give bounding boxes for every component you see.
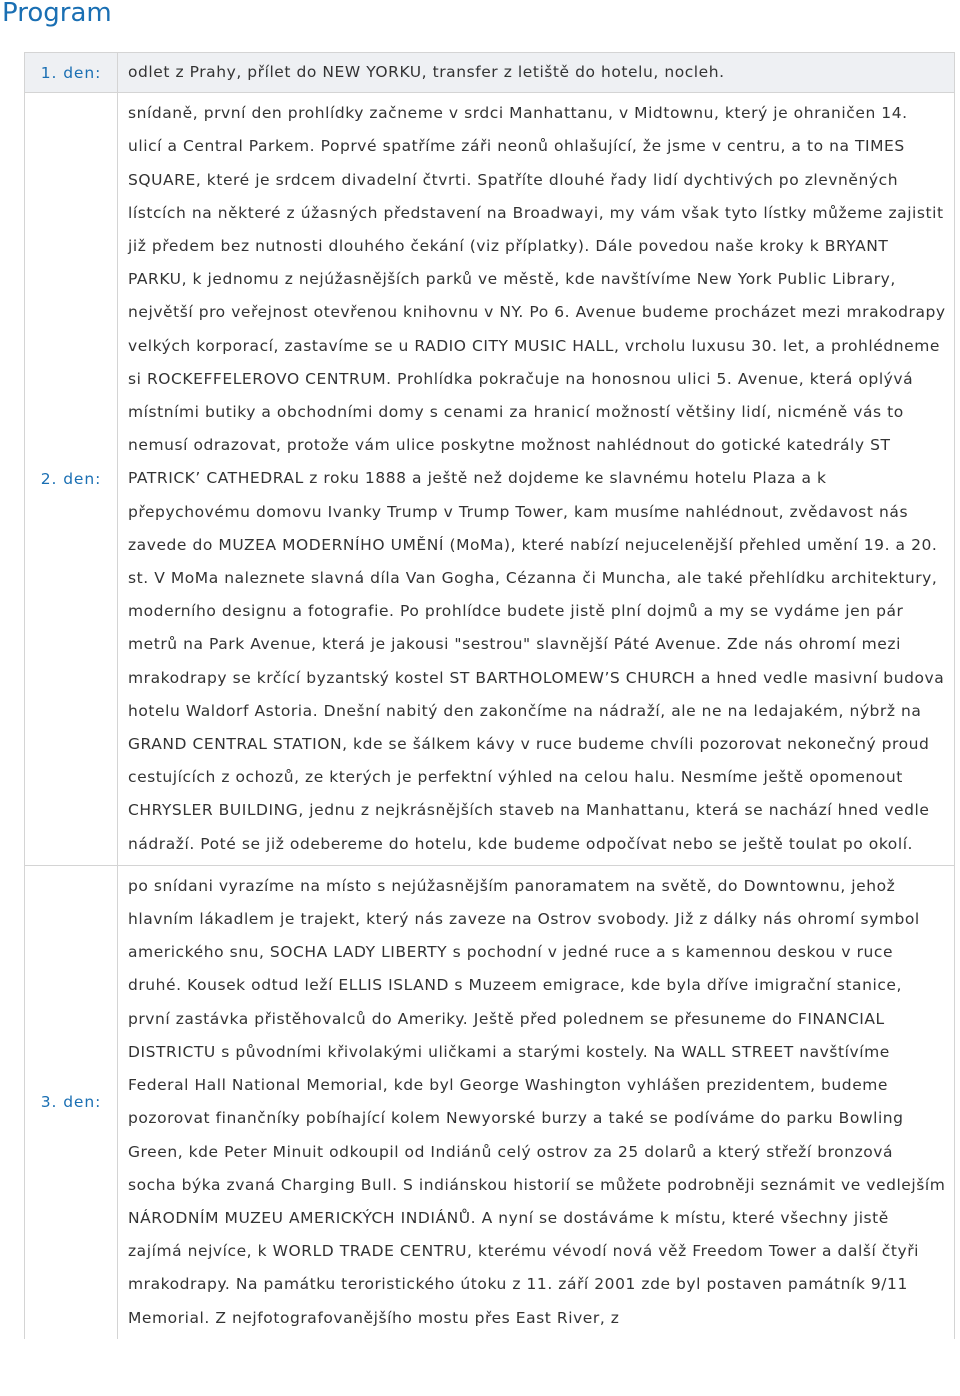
day-description: odlet z Prahy, přílet do NEW YORKU, transfer z letiště do hotelu, nocleh. <box>118 53 955 93</box>
program-table <box>24 52 955 1339</box>
day-description: po snídani vyrazíme na místo s nejúžasnějším panoramatem na světě, do Downtownu, jehož hlavním lákadlem je trajekt, který nás zaveze na Ostrov svobody. Již z dálky nás ohromí symbol amerického snu, SOCHA LADY LIBERTY s pochodní v jedné ruce a s kamennou deskou v ruce druhé. Kousek odtud leží ELLIS ISLAND s Muzeem emigrace, kde byla dříve imigrační stanice, první zastávka přistěhovalců do Ameriky. Ještě před polednem se přesuneme do FINANCIAL DISTRICTU s původními křivolakými uličkami a starými kostely. Na WALL STREET navštívíme Federal Hall National Memorial, kde byl George Washington vyhlášen prezidentem, budeme pozorovat finančníky pobíhající kolem Newyorské burzy a také se podíváme do parku Bowling Green, kde Peter Minuit odkoupil od Indiánů celý ostrov za 25 dolarů a který střeží bronzová socha býka zvaná Charging Bull. S indiánskou historií se můžete podrobněji seznámit ve vedlejším NÁRODNÍM MUZEU AMERICKÝCH INDIÁNŮ. A nyní se dostáváme k místu, které všechny jistě zajímá nejvíce, k WORLD TRADE CENTRU, kterému vévodí nová věž Freedom Tower a další čtyři mrakodrapy. Na památku teroristického útoku z 11. září 2001 zde byl postaven památník 9/11 Memorial. Z nejfotografovanějšího mostu přes East River, z <box>118 865 955 1338</box>
day-label: 1. den: <box>25 53 118 93</box>
table-row <box>25 53 955 93</box>
table-row <box>25 865 955 1338</box>
table-row <box>25 93 955 866</box>
page-title: Program <box>2 0 112 28</box>
day-label: 2. den: <box>25 93 118 866</box>
day-label: 3. den: <box>25 865 118 1338</box>
day-description: snídaně, první den prohlídky začneme v srdci Manhattanu, v Midtownu, který je ohraničen 14. ulicí a Central Parkem. Poprvé spatříme záři neonů ohlašující, že jsme v centru, a to na TIMES SQUARE, které je srdcem divadelní čtvrti. Spatříte dlouhé řady lidí dychtivých po zlevněných lístcích na některé z úžasných představení na Broadwayi, my vám však tyto lístky můžeme zajistit již předem bez nutnosti dlouhého čekání (viz příplatky). Dále povedou naše kroky k BRYANT PARKU, k jednomu z nejúžasnějších parků ve městě, kde navštívíme New York Public Library, největší pro veřejnost otevřenou knihovnu v NY. Po 6. Avenue budeme procházet mezi mrakodrapy velkých korporací, zastavíme se u RADIO CITY MUSIC HALL, vrcholu luxusu 30. let, a prohlédneme si ROCKEFFELEROVO CENTRUM. Prohlídka pokračuje na honosnou ulici 5. Avenue, která oplývá místními butiky a obchodními domy s cenami za hranicí možností většiny lidí, nicméně vás to nemusí odrazovat, protože vám ulice poskytne možnost nahlédnout do gotické katedrály ST PATRICK’ CATHEDRAL z roku 1888 a ještě než dojdeme ke slavnému hotelu Plaza a k přepychovému domovu Ivanky Trump v Trump Tower, kam musíme nahlédnout, zvědavost nás zavede do MUZEA MODERNÍHO UMĚNÍ (MoMa), které nabízí nejucelenější přehled umění 19. a 20. st. V MoMa naleznete slavná díla Van Gogha, Cézanna či Muncha, ale také přehlídku architektury, moderního designu a fotografie. Po prohlídce budete jistě plní dojmů a my se vydáme jen pár metrů na Park Avenue, která je jakousi "sestrou" slavnější Páté Avenue. Zde nás ohromí mezi mrakodrapy se krčící byzantský kostel ST BARTHOLOMEW’S CHURCH a hned vedle masivní budova hotelu Waldorf Astoria. Dnešní nabitý den zakončíme na nádraží, ale ne na ledajakém, nýbrž na GRAND CENTRAL STATION, kde se šálkem kávy v ruce budeme chvíli pozorovat nekonečný proud cestujících z ochozů, ze kterých je perfektní výhled na celou halu. Nesmíme ještě opomenout CHRYSLER BUILDING, jednu z nejkrásnějších staveb na Manhattanu, která se nachází hned vedle nádraží. Poté se již odebereme do hotelu, kde budeme odpočívat nebo se ještě toulat po okolí. <box>118 93 955 866</box>
